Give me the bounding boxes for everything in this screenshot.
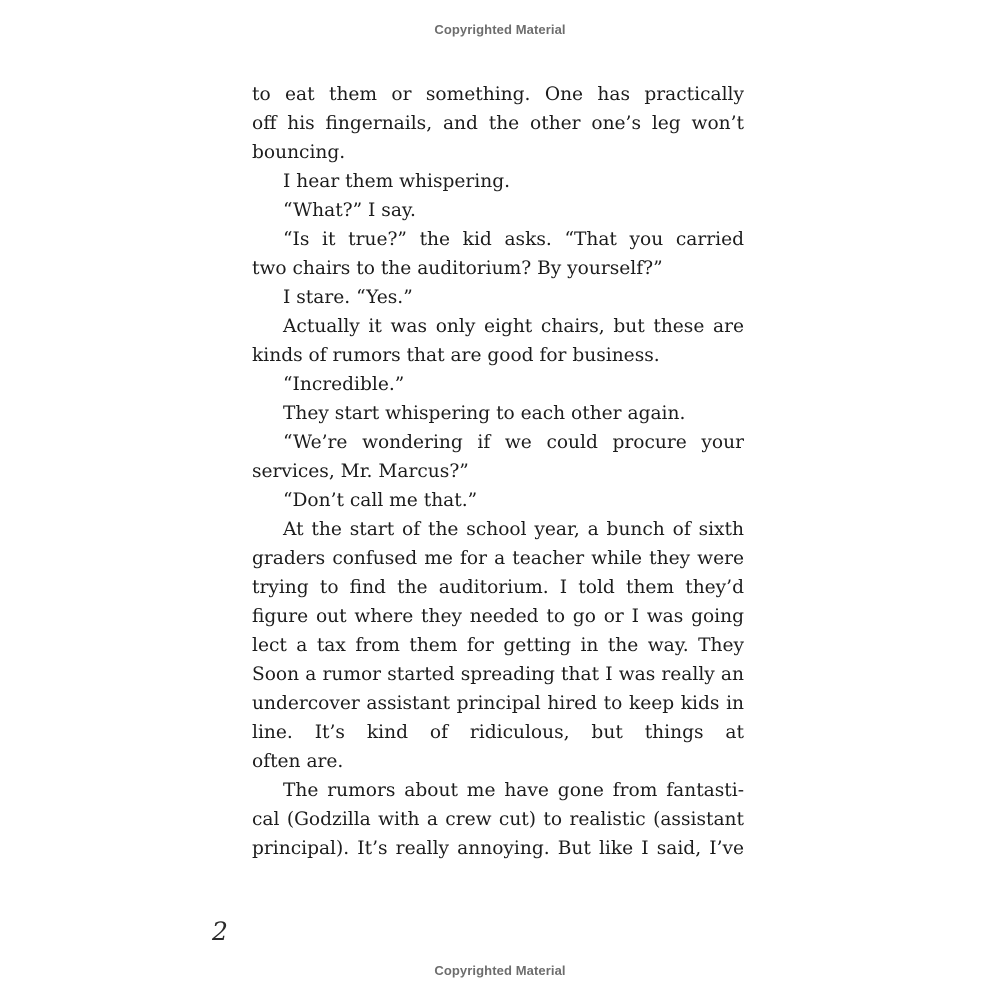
text-line: “What?” I say. (283, 200, 416, 221)
text-line: two chairs to the auditorium? By yourself?” (252, 258, 663, 279)
page-body-text (252, 80, 744, 863)
text-line: undercover assistant principal hired to keep kids in (252, 693, 744, 714)
text-line: Actually it was only eight chairs, but these are (283, 316, 744, 337)
text-line: At the start of the school year, a bunch of sixth (283, 519, 744, 540)
text-line: “We’re wondering if we could procure your (283, 432, 744, 453)
text-line: line. It’s kind of ridiculous, but things at (252, 722, 744, 743)
text-line: I hear them whispering. (283, 171, 511, 192)
text-line: cal (Godzilla with a crew cut) to realistic (assistant (252, 809, 744, 830)
text-line: off his fingernails, and the other one’s leg won’t (252, 113, 744, 134)
text-line: graders confused me for a teacher while they were (252, 548, 744, 569)
text-line: kinds of rumors that are good for business. (252, 345, 660, 366)
page-number: 2 (212, 917, 228, 946)
text-line: often are. (252, 751, 344, 772)
text-line: principal). It’s really annoying. But like I said, I’ve (252, 838, 744, 859)
text-line: The rumors about me have gone from fantasti- (283, 780, 744, 801)
copyright-watermark-top: Copyrighted Material (434, 22, 566, 37)
text-line: “Incredible.” (283, 374, 405, 395)
text-line: They start whispering to each other again. (283, 403, 686, 424)
text-line: trying to find the auditorium. I told them they’d (252, 577, 744, 598)
text-line: figure out where they needed to go or I was going (252, 606, 744, 627)
text-line: “Is it true?” the kid asks. “That you carried (283, 229, 744, 250)
text-line: Soon a rumor started spreading that I was really an (252, 664, 744, 685)
text-line: lect a tax from them for getting in the way. They (252, 635, 744, 656)
copyright-watermark-bottom: Copyrighted Material (434, 963, 566, 978)
text-line: to eat them or something. One has practically (252, 84, 744, 105)
text-line: I stare. “Yes.” (283, 287, 413, 308)
text-line: bouncing. (252, 142, 346, 163)
text-line: services, Mr. Marcus?” (252, 461, 469, 482)
text-line: “Don’t call me that.” (283, 490, 478, 511)
